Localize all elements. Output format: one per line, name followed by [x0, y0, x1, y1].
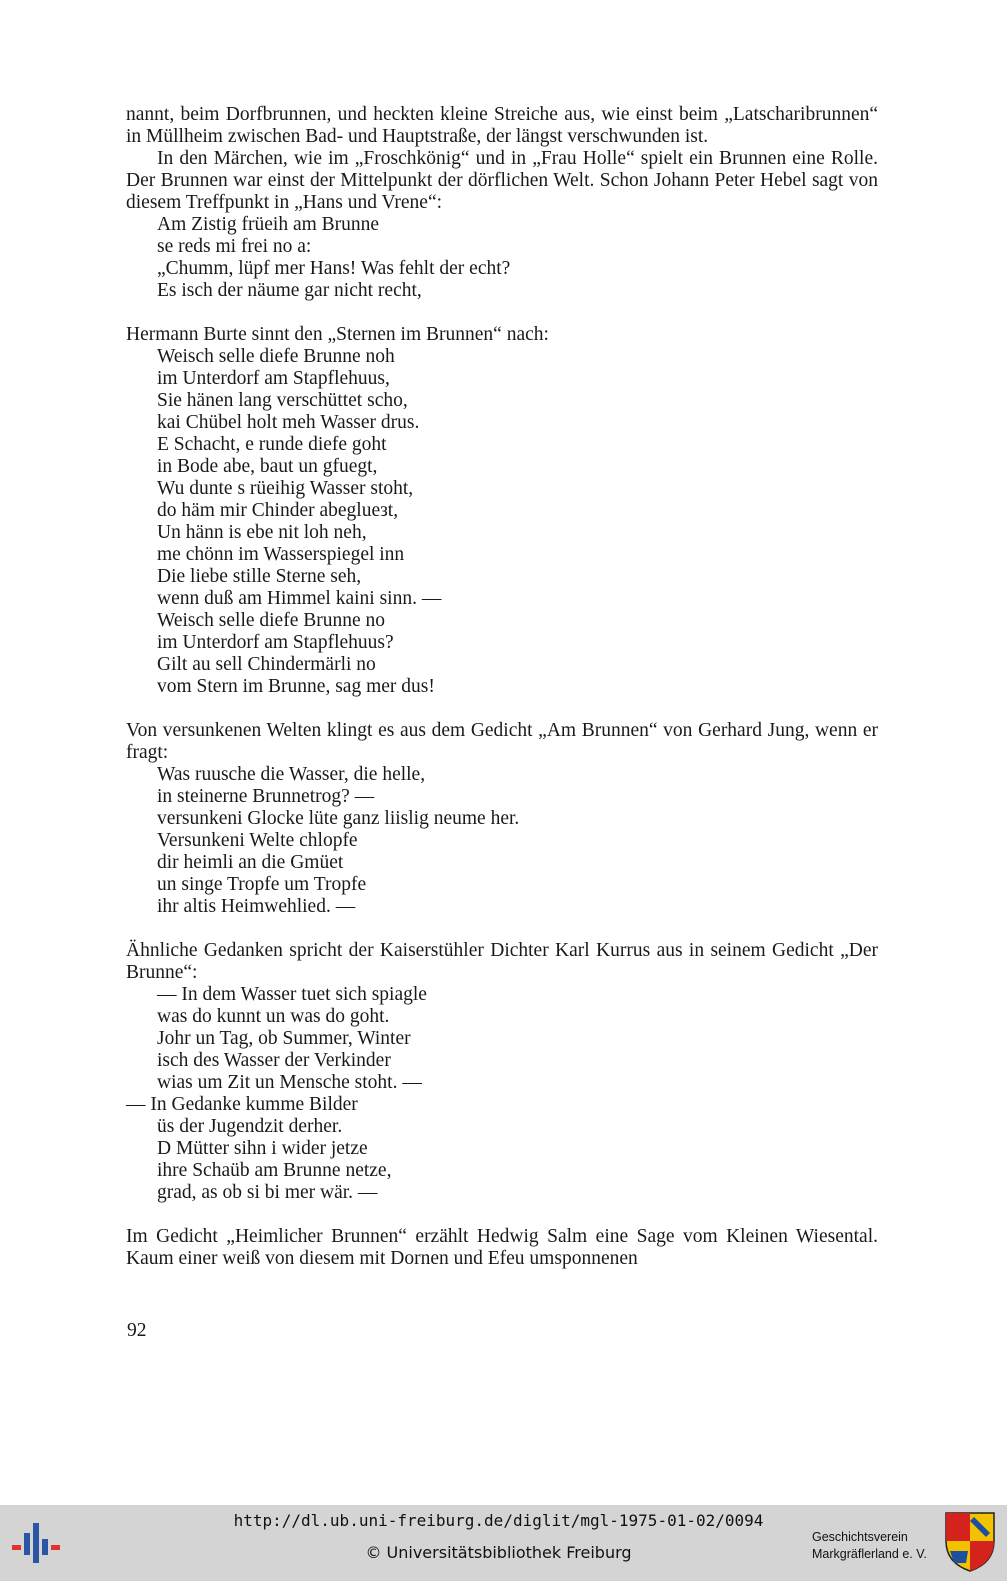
verse-line: versunkeni Glocke lüte ganz liislig neume her. — [157, 808, 520, 829]
verse-jung — [157, 764, 878, 918]
verse-line: was do kunnt un was do goht. — [157, 1006, 390, 1027]
coat-of-arms-icon — [944, 1511, 996, 1573]
verse-line: dir heimli an die Gmüet — [157, 852, 344, 873]
verse-line: im Unterdorf am Stapflehuus, — [157, 368, 390, 389]
page-number: 92 — [127, 1320, 147, 1341]
verse-line: se reds mi frei no a: — [157, 236, 312, 257]
copyright-text: © Universitätsbibliothek Freiburg — [365, 1543, 632, 1562]
paragraph-4: Von versunkenen Welten klingt es aus dem Gedicht „Am Brunnen“ von Gerhard Jung, wenn er fragt: — [126, 720, 878, 763]
verse-line: grad, as ob si bi mer wär. — — [157, 1182, 378, 1203]
verse-line: Weisch selle diefe Brunne no — [157, 610, 386, 631]
paragraph-2: In den Märchen, wie im „Froschkönig“ und in „Frau Holle“ spielt ein Brunnen eine Rolle. Der Brunnen war einst der Mittelpunkt der dörflichen Welt. Schon Johann Peter Hebel sagt von diesem Treffpunkt in „Hans und Vrene“: — [126, 148, 878, 213]
verse-line: in Bode abe, baut un gfuegt, — [157, 456, 378, 477]
verse-line: un singe Tropfe um Tropfe — [157, 874, 367, 895]
paragraph-6: Im Gedicht „Heimlicher Brunnen“ erzählt Hedwig Salm eine Sage vom Kleinen Wiesental. Kaum einer weiß von diesem mit Dornen und Efeu umsponnenen — [126, 1226, 878, 1269]
verse-line: Wu dunte s rüeihig Wasser stoht, — [157, 478, 414, 499]
verse-line: Gilt au sell Chindermärli no — [157, 654, 376, 675]
verse-line: Sie hänen lang verschüttet scho, — [157, 390, 408, 411]
verse-line: D Mütter sihn i wider jetze — [157, 1138, 368, 1159]
verse-line: Es isch der näume gar nicht recht, — [157, 280, 422, 301]
verse-line: me chönn im Wasserspiegel inn — [157, 544, 405, 565]
verse-line: Die liebe stille Sterne seh, — [157, 566, 362, 587]
verse-line: do häm mir Chinder abeglueзt, — [157, 500, 399, 521]
verse-line: Un hänn is ebe nit loh neh, — [157, 522, 367, 543]
footer-bar — [0, 1505, 1007, 1581]
verse-line: ihr altis Heimwehlied. — — [157, 896, 356, 917]
page-text — [126, 104, 878, 1270]
verse-line: Versunkeni Welte chlopfe — [157, 830, 358, 851]
verse-line: Am Zistig früeih am Brunne — [157, 214, 380, 235]
verse-line: vom Stern im Brunne, sag mer dus! — [157, 676, 435, 697]
society-name — [812, 1529, 942, 1563]
verse-line: üs der Jugendzit derher. — [157, 1116, 343, 1137]
verse-line: — In Gedanke kumme Bilder — [126, 1094, 358, 1115]
verse-line: isch des Wasser der Verkinder — [157, 1050, 391, 1071]
verse-line: in steinerne Brunnetrog? — — [157, 786, 375, 807]
verse-line: ihre Schaüb am Brunne netze, — [157, 1160, 392, 1181]
verse-line: „Chumm, lüpf mer Hans! Was fehlt der echt? — [157, 258, 511, 279]
paragraph-1: nannt, beim Dorfbrunnen, und heckten kleine Streiche aus, wie einst beim „Latscharibrunnen“ in Müllheim zwischen Bad- und Hauptstraße, der längst verschwunden ist. — [126, 104, 878, 147]
verse-line: wenn duß am Himmel kaini sinn. — — [157, 588, 442, 609]
verse-kurrus — [126, 984, 878, 1204]
society-line: Geschichtsverein — [812, 1530, 908, 1544]
society-line: Markgräflerland e. V. — [812, 1547, 927, 1561]
verse-line: — In dem Wasser tuet sich spiagle — [157, 984, 427, 1005]
verse-line: Was ruusche die Wasser, die helle, — [157, 764, 426, 785]
paragraph-3: Hermann Burte sinnt den „Sternen im Brunnen“ nach: — [126, 324, 549, 345]
verse-line: im Unterdorf am Stapflehuus? — [157, 632, 394, 653]
verse-line: kai Chübel holt meh Wasser drus. — [157, 412, 420, 433]
verse-burte — [157, 346, 878, 698]
verse-hebel — [157, 214, 878, 302]
paragraph-5: Ähnliche Gedanken spricht der Kaiserstühler Dichter Karl Kurrus aus in seinem Gedicht „Der Brunne“: — [126, 940, 878, 983]
verse-line: Weisch selle diefe Brunne noh — [157, 346, 395, 367]
source-url-link[interactable]: http://dl.ub.uni-freiburg.de/diglit/mgl-1975-01-02/0094 — [233, 1511, 764, 1530]
verse-line: E Schacht, e runde diefe goht — [157, 434, 387, 455]
verse-line: Johr un Tag, ob Summer, Winter — [157, 1028, 411, 1049]
verse-line: wias um Zit un Mensche stoht. — — [157, 1072, 422, 1093]
